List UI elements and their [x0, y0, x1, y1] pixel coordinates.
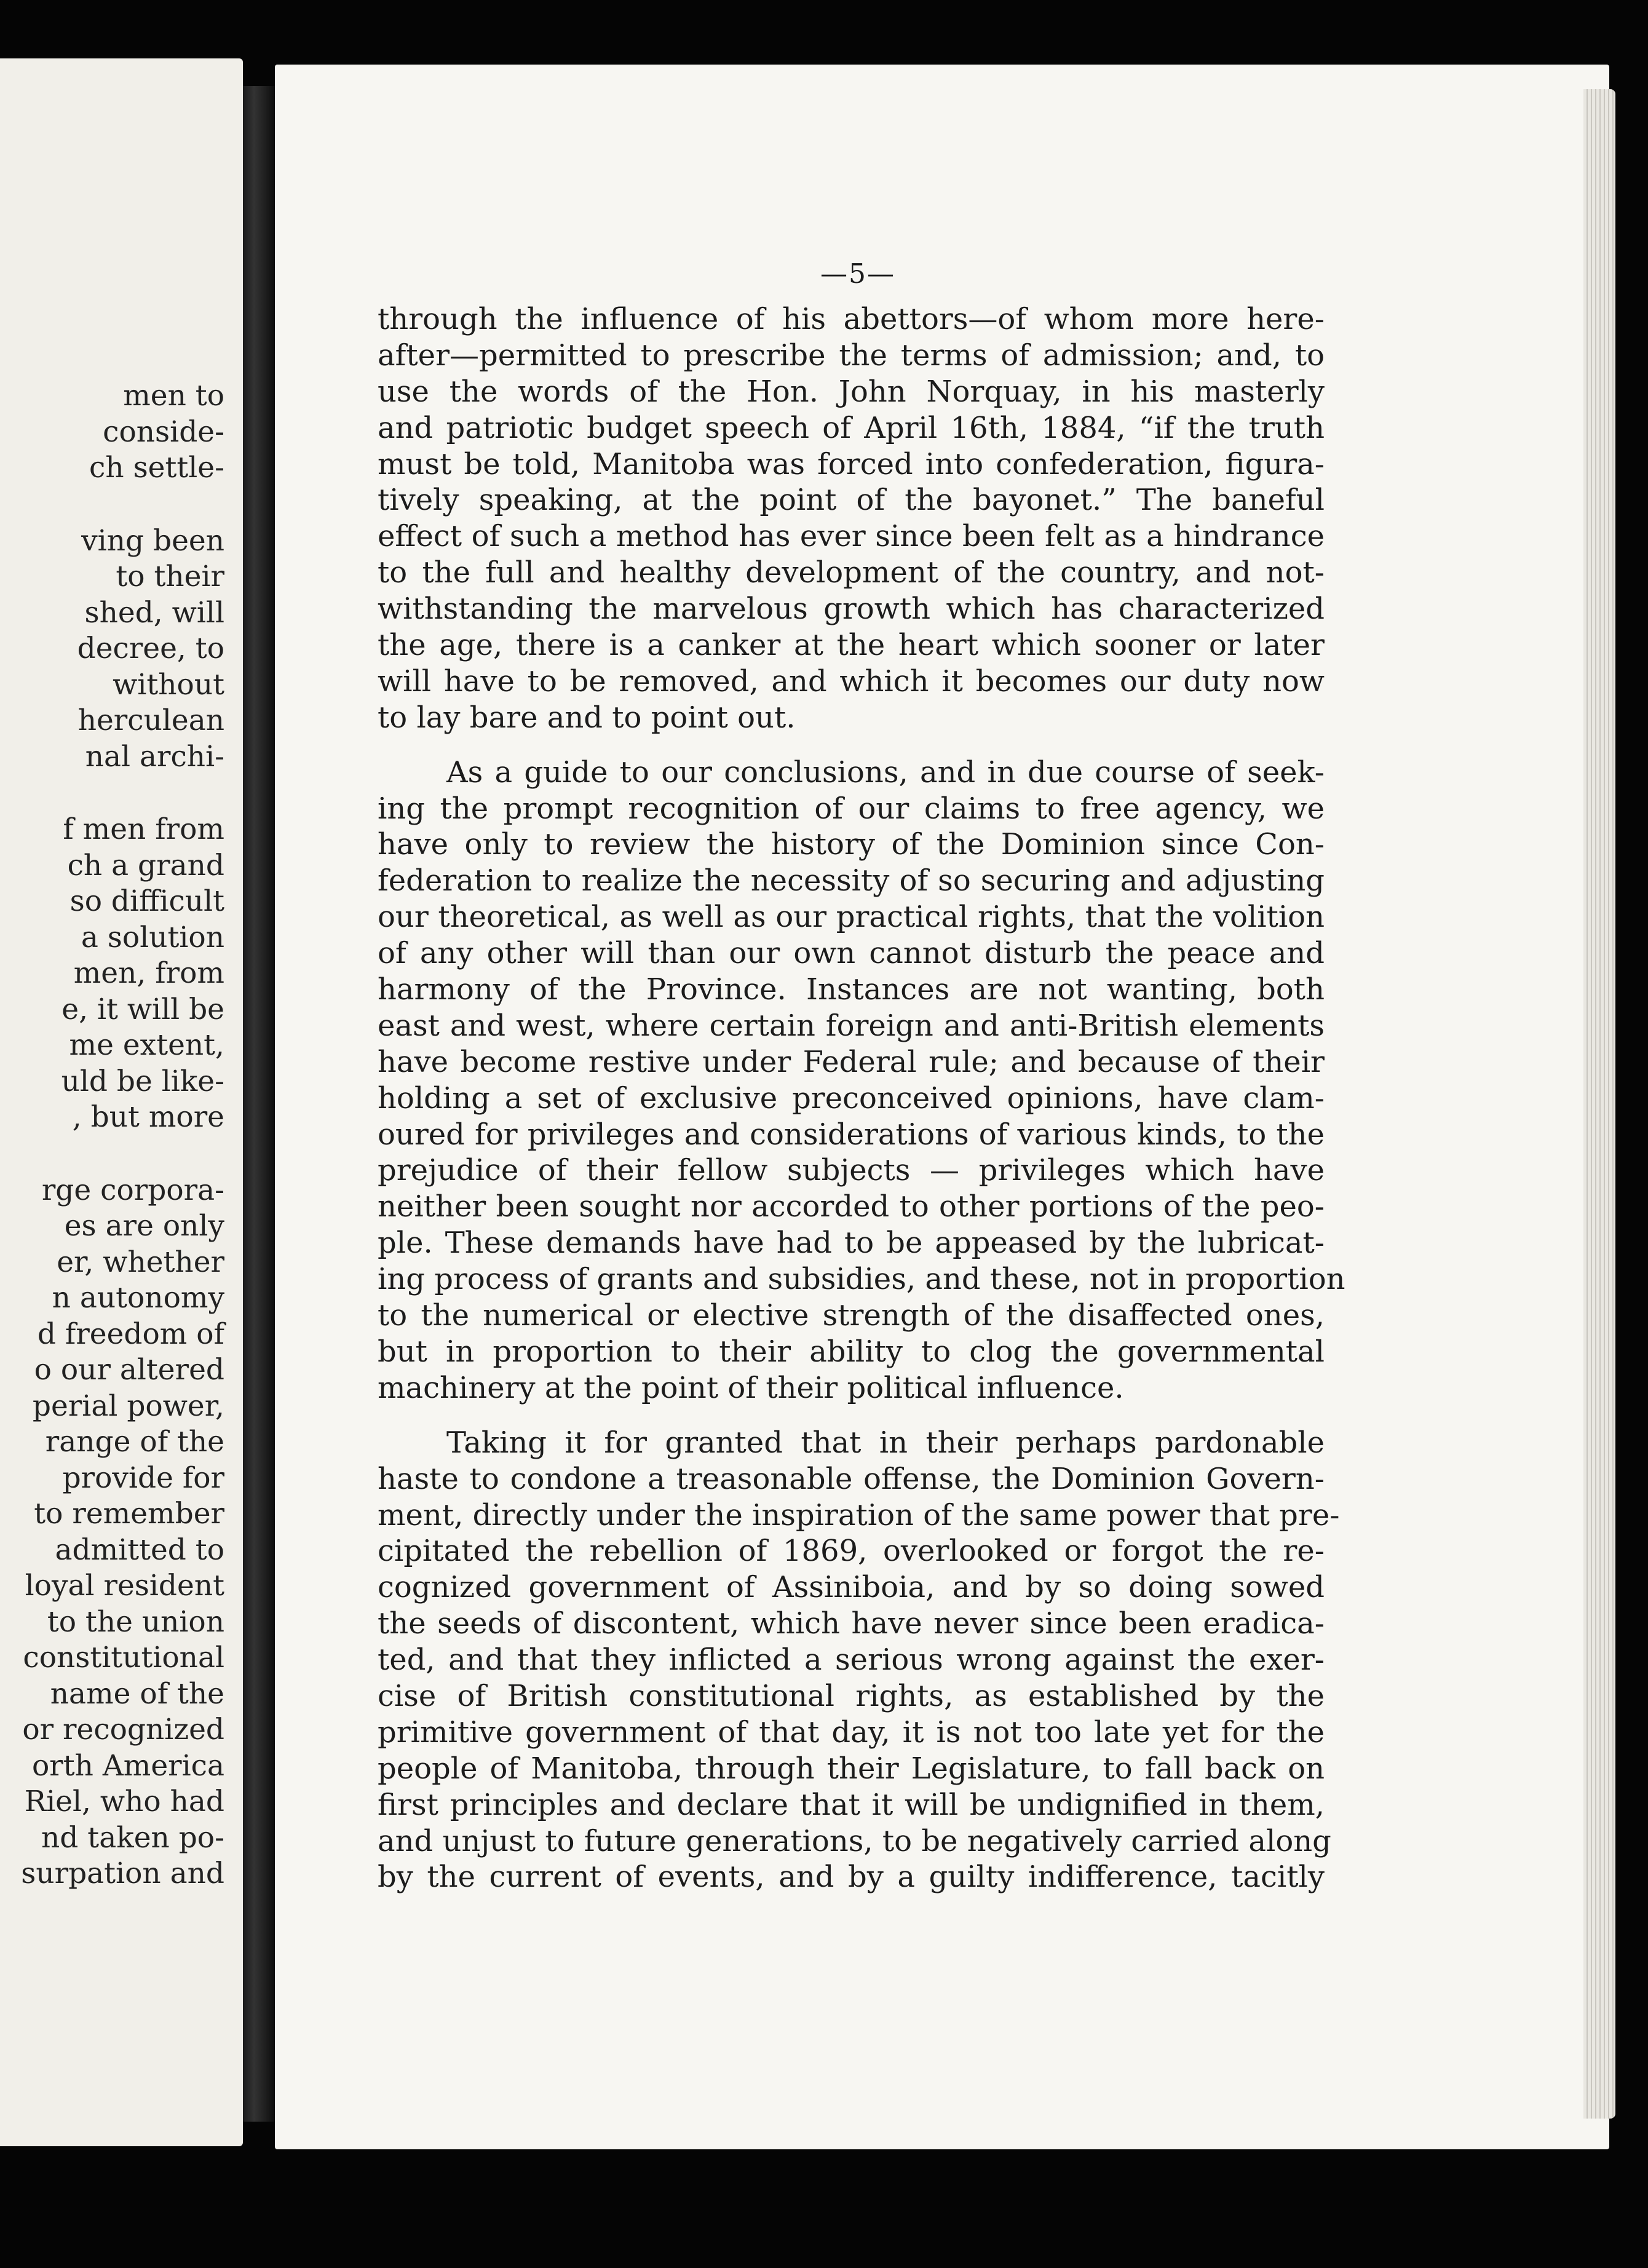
paragraph	[378, 755, 1345, 1406]
left-text-line: to their	[116, 560, 224, 593]
left-text-line: me extent,	[69, 1028, 224, 1062]
left-text-line: or recognized	[22, 1713, 224, 1747]
text-line: oured for privileges and considerations of various kinds, to the	[378, 1117, 1325, 1152]
left-text-line: uld be like-	[61, 1064, 224, 1098]
left-text-line: a solution	[81, 920, 224, 954]
left-text-line: to remember	[34, 1497, 224, 1531]
text-line: by the current of events, and by a guilty indifference, tacitly	[378, 1860, 1325, 1895]
left-text-line: rge corpora-	[41, 1173, 224, 1207]
left-paragraph-gap	[0, 1136, 224, 1173]
left-text-line: Riel, who had	[24, 1785, 224, 1818]
text-line: federation to realize the necessity of so securing and adjusting	[378, 863, 1325, 898]
left-text-line: es are only	[64, 1209, 224, 1243]
left-paragraph-gap	[0, 775, 224, 812]
text-line: cognized government of Assiniboia, and by so doing sowed	[378, 1570, 1325, 1605]
paragraph	[378, 1425, 1340, 1896]
body-text	[378, 301, 1345, 1895]
text-line: ment, directly under the inspiration of the same power that pre-	[378, 1497, 1340, 1532]
text-line: As a guide to our conclusions, and in due course of seek-	[446, 755, 1325, 790]
text-line: neither been sought nor accorded to other portions of the peo-	[378, 1189, 1325, 1224]
left-page-text	[0, 378, 224, 1892]
left-text-line: name of the	[50, 1676, 224, 1711]
left-text-line: d freedom of	[37, 1317, 224, 1351]
text-line: first principles and declare that it will be undignified in them,	[378, 1787, 1325, 1822]
text-line: machinery at the point of their political influence.	[378, 1370, 1124, 1405]
left-text-line: loyal resident	[25, 1569, 224, 1603]
text-line: and unjust to future generations, to be negatively carried along	[378, 1823, 1331, 1858]
text-line: to the full and healthy development of the country, and not-	[378, 555, 1325, 590]
text-line: ted, and that they inflicted a serious wrong against the exer-	[378, 1643, 1325, 1678]
left-text-line: , but more	[72, 1100, 224, 1134]
left-text-line: decree, to	[77, 632, 224, 665]
left-text-line: perial power,	[32, 1389, 224, 1423]
text-line: east and west, where certain foreign and anti-British elements	[378, 1008, 1325, 1043]
book-spine	[243, 86, 275, 2122]
text-line: cipitated the rebellion of 1869, overlooked or forgot the re-	[378, 1534, 1325, 1569]
text-line: through the influence of his abettors—of whom more here-	[378, 302, 1325, 336]
text-line: prejudice of their fellow subjects — privileges which have	[378, 1153, 1325, 1188]
left-text-line: ving been	[81, 523, 224, 558]
text-line: Taking it for granted that in their perhaps pardonable	[446, 1425, 1325, 1460]
left-text-line: without	[113, 667, 224, 702]
left-paragraph-gap	[0, 486, 224, 523]
page-number: —5—	[820, 258, 895, 290]
text-line: holding a set of exclusive preconceived opinions, have clam-	[378, 1080, 1325, 1116]
left-text-line: men to	[123, 379, 224, 413]
left-text-line: men, from	[73, 956, 224, 990]
left-text-line: ch settle-	[89, 451, 224, 485]
text-line: of any other will than our own cannot disturb the peace and	[378, 936, 1325, 971]
left-text-line: f men from	[63, 812, 224, 846]
page-edge	[1583, 89, 1615, 2119]
text-line: the seeds of discontent, which have never since been eradica-	[378, 1606, 1325, 1641]
text-line: to lay bare and to point out.	[378, 700, 796, 735]
left-text-line: constitutional	[23, 1641, 224, 1675]
text-line: must be told, Manitoba was forced into confederation, figura-	[378, 446, 1325, 482]
text-line: ple. These demands have had to be appeased by the lubricat-	[378, 1226, 1325, 1261]
left-text-line: orth America	[31, 1748, 224, 1783]
text-line: people of Manitoba, through their Legislature, to fall back on	[378, 1751, 1325, 1786]
left-text-line: o our altered	[34, 1353, 224, 1387]
left-text-line: shed, will	[84, 595, 224, 630]
text-line: effect of such a method has ever since been felt as a hindrance	[378, 519, 1325, 554]
paragraph-gap	[378, 736, 1325, 755]
text-line: and patriotic budget speech of April 16th, 1884, “if the truth	[378, 410, 1325, 445]
text-line: but in proportion to their ability to clog the governmental	[378, 1334, 1325, 1369]
text-line: to the numerical or elective strength of the disaffected ones,	[378, 1298, 1325, 1333]
text-line: have become restive under Federal rule; and because of their	[378, 1044, 1325, 1079]
paragraph-gap	[378, 1406, 1325, 1425]
left-text-line: to the union	[47, 1604, 224, 1639]
left-facing-page	[0, 58, 243, 2146]
left-text-line: admitted to	[55, 1532, 224, 1567]
text-line: will have to be removed, and which it becomes our duty now	[378, 664, 1325, 699]
left-text-line: range of the	[45, 1425, 224, 1459]
left-text-line: n autonomy	[52, 1281, 224, 1315]
text-line: cise of British constitutional rights, as established by the	[378, 1678, 1325, 1713]
left-text-line: e, it will be	[61, 992, 224, 1026]
text-line: ing the prompt recognition of our claims to free agency, we	[378, 791, 1325, 826]
left-text-line: so difficult	[69, 884, 224, 918]
left-text-line: conside-	[103, 414, 224, 449]
left-text-line: herculean	[77, 704, 224, 737]
left-text-line: nal archi-	[85, 739, 224, 774]
left-text-line: nd taken po-	[41, 1820, 224, 1855]
text-line: tively speaking, at the point of the bayonet.” The baneful	[378, 483, 1325, 518]
text-line: withstanding the marvelous growth which has characterized	[378, 592, 1325, 627]
left-text-line: ch a grand	[67, 848, 224, 882]
text-line: the age, there is a canker at the heart which sooner or later	[378, 628, 1325, 663]
text-line: have only to review the history of the Dominion since Con-	[378, 827, 1325, 862]
text-line: ing process of grants and subsidies, and these, not in proportion	[378, 1262, 1345, 1297]
text-line: primitive government of that day, it is not too late yet for the	[378, 1715, 1325, 1750]
text-line: harmony of the Province. Instances are not wanting, both	[378, 972, 1325, 1007]
left-text-line: surpation and	[21, 1857, 224, 1890]
text-line: use the words of the Hon. John Norquay, in his masterly	[378, 374, 1325, 409]
text-line: after—permitted to prescribe the terms of admission; and, to	[378, 338, 1325, 373]
left-text-line: provide for	[62, 1461, 224, 1495]
text-line: haste to condone a treasonable offense, the Dominion Govern-	[378, 1461, 1325, 1496]
paragraph	[378, 301, 1325, 736]
text-line: our theoretical, as well as our practical rights, that the volition	[378, 900, 1325, 935]
left-text-line: er, whether	[57, 1245, 224, 1279]
